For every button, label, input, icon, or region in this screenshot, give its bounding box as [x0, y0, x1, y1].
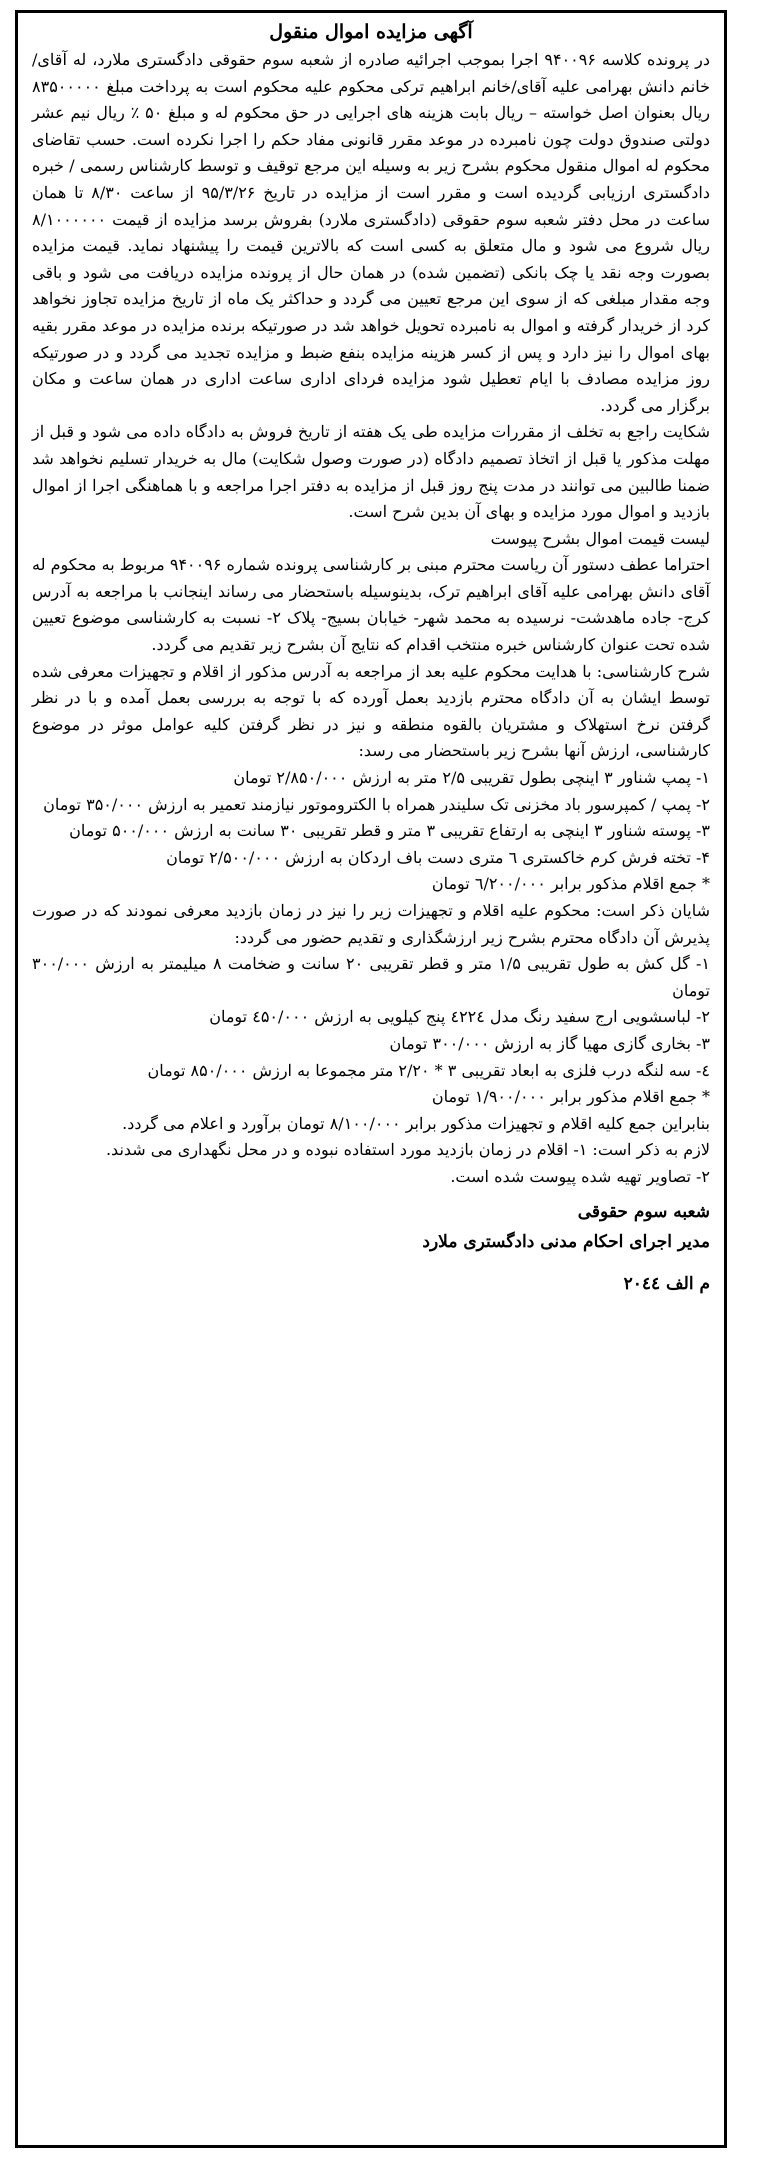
note-paragraph: شایان ذکر است: محکوم علیه اقلام و تجهیزات زیر را نیز در زمان بازدید معرفی نمودند که در صورت پذیرش آن دادگاه محترم بشرح زیر ارزشگذاری و تقدیم حضور می گردد:: [32, 901, 710, 947]
remark-line: ۲- تصاویر تهیه شده پیوست شده است.: [450, 1166, 710, 1186]
complaint-paragraph: شکایت راجع به تخلف از مقررات مزایده طی یک هفته از تاریخ فروش به دادگاه داده می شود و قبل از مهلت مذکور یا قبل از اتخاذ تصمیم دادگاه (در صورت وصول شکایت) مال به خریدار تسلیم نخواهد شد ضمنا طالبین می توانند در مدت پنج روز قبل از مزایده به دفتر اجرا مراجعه و با هماهنگی اجرا از اموال بازدید و اموال مورد مزایده و بهای آن بدین شرح است.: [32, 422, 711, 522]
remark-line: لازم به ذکر است: ۱- اقلام در زمان بازدید مورد استفاده نبوده و در محل نگهداری می شدند.: [105, 1140, 710, 1160]
item1-line: ۲- پمپ / کمپرسور باد مخزنی تک سلیندر همراه با الکتروموتور نیازمند تعمیر به ارزش ۳۵۰/۰۰۰ تومان: [43, 794, 710, 814]
expert-description-paragraph: شرح کارشناسی: با هدایت محکوم علیه بعد از مراجعه به آدرس مذکور از اقلام و تجهیزات معرفی شده توسط ایشان به آن دادگاه محترم بازدید بعمل آورده که با توجه به بررسی بعمل آمده و با در نظر گرفتن نرخ استهلاک و مشتریان بالقوه منطقه و نیز در نظر گرفتن کلیه عوامل موثر در موضوع کارشناسی، ارزش آنها بشرح زیر باستحضار می رسد:: [32, 661, 710, 761]
signature-branch: شعبه سوم حقوقی: [577, 1201, 710, 1222]
list-heading: لیست قیمت اموال بشرح پیوست: [490, 528, 710, 548]
total2-line: * جمع اقلام مذکور برابر ۱/۹۰۰/۰۰۰ تومان: [431, 1087, 710, 1107]
announcement-frame: [15, 10, 727, 2148]
item2-line: ۳- بخاری گازی مهیا گاز به ارزش ۳۰۰/۰۰۰ تومان: [389, 1033, 710, 1053]
item1-line: ۴- تخته فرش کرم خاکستری ٦ متری دست باف اردکان به ارزش ۲/۵۰۰/۰۰۰ تومان: [166, 847, 710, 867]
announcement-title: آگهی مزایده اموال منقول: [269, 21, 473, 43]
ad-code: م الف ۲۰٤٤: [623, 1273, 710, 1294]
item2-line: ۱- گل کش به طول تقریبی ۱/۵ متر و قطر تقریبی ۲۰ سانت و ضخامت ۸ میلیمتر به ارزش ۳۰۰/۰۰۰ تومان: [32, 954, 711, 1000]
item1-line: ۳- پوسته شناور ۳ اینچی به ارتفاع تقریبی ۳ متر و قطر تقریبی ۳۰ سانت به ارزش ۵۰۰/۰۰۰ تومان: [69, 821, 710, 841]
grand-total-paragraph: بنابراین جمع کلیه اقلام و تجهیزات مذکور برابر ۸/۱۰۰/۰۰۰ تومان برآورد و اعلام می گردد.: [122, 1113, 710, 1133]
item2-line: ۲- لباسشویی ارج سفید رنگ مدل ٤۲۲٤ پنج کیلویی به ارزش ٤۵۰/۰۰۰ تومان: [209, 1007, 710, 1027]
expert-intro-paragraph: احتراما عطف دستور آن ریاست محترم مبنی بر کارشناسی پرونده شماره ۹۴۰۰۹۶ مربوط به محکوم له آقای دانش بهرامی علیه آقای ابراهیم ترک، بدینوسیله باستحضار می رساند اینجانب با مراجعه به آدرس کرج- جاده ماهدشت- نرسیده به محمد شهر- خیابان بسیج- پلاک ۲- نسبت به کارشناسی موضوع تعیین شده تحت عنوان کارشناس خبره منتخب اقدام که نتایج آن بشرح زیر تقدیم می گردد.: [32, 555, 710, 655]
total1-line: * جمع اقلام مذکور برابر ٦/۲۰۰/۰۰۰ تومان: [431, 874, 710, 894]
signature-office: مدیر اجرای احکام مدنی دادگستری ملارد: [422, 1231, 710, 1252]
item2-line: ٤- سه لنگه درب فلزی به ابعاد تقریبی ۳ * ۲/۲۰ متر مجموعا به ارزش ۸۵۰/۰۰۰ تومان: [147, 1060, 710, 1080]
item1-line: ۱- پمپ شناور ۳ اینچی بطول تقریبی ۲/۵ متر به ارزش ۲/۸۵۰/۰۰۰ تومان: [233, 768, 710, 788]
intro-paragraph: در پرونده کلاسه ۹۴۰۰۹۶ اجرا بموجب اجرائیه صادره از شعبه سوم حقوقی دادگستری ملارد، له آقای/خانم دانش بهرامی علیه آقای/خانم ابراهیم ترکی محکوم علیه محکوم است به پرداخت مبلغ ۸۳۵۰۰۰۰۰ ریال بعنوان اصل خواسته – ریال بابت هزینه های اجرایی در حق محکوم له و مبلغ ۵۰ ٪ ریال نیم عشر دولتی صندوق دولت چون نامبرده در موعد مقرر قانونی مفاد حکم را اجرا نکرده است. حسب تقاضای محکوم له اموال منقول محکوم بشرح زیر به وسیله این مرجع توقیف و توسط کارشناس رسمی / خبره دادگستری ارزیابی گردیده است و مقرر است از مزایده در تاریخ ۹۵/۳/۲۶ از ساعت ۸/۳۰ تا همان ساعت در محل دفتر شعبه سوم حقوقی (دادگستری ملارد) بفروش برسد مزایده از قیمت ۸/۱۰۰۰۰۰۰ ریال شروع می شود و مال متعلق به کسی است که بالاترین قیمت را پیشنهاد نماید. قیمت مزایده بصورت وجه نقد یا چک بانکی (تضمین شده) در همان حال از پرونده مزایده دریافت می شود و باقی وجه مقدار مبلغی که از سوی این مرجع تعیین می گردد و حداکثر یک ماه از تاریخ مزایده تجاوز نخواهد کرد از خریدار گرفته و اموال به نامبرده تحویل خواهد شد در صورتیکه برنده مزایده در موعد مقرر بقیه بهای اموال را نیز دارد و پس از کسر هزینه مزایده بنفع ضبط و مزایده تجدید می گردد و در صورتیکه روز مزایده مصادف با ایام تعطیل شود مزایده فردای اداری ساعت اداری در همان ساعت و مکان برگزار می گردد.: [32, 50, 711, 415]
